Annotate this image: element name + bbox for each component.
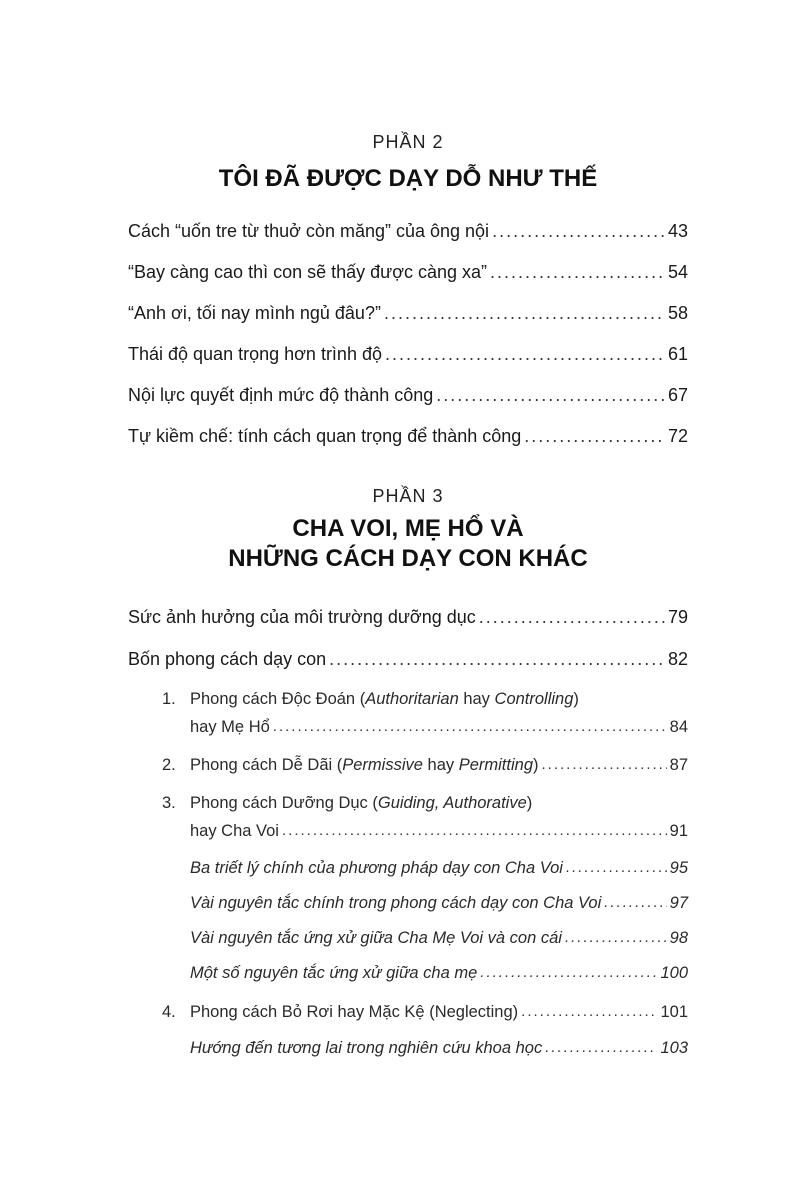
- leader-dots: [385, 343, 665, 365]
- toc-entry-style-2[interactable]: [162, 754, 688, 776]
- entry-page: 91: [669, 822, 688, 840]
- part2-label: PHẦN 2: [372, 132, 444, 152]
- part3-title-line1: CHA VOI, MẸ HỔ VÀ: [292, 515, 524, 542]
- toc-subentry[interactable]: [190, 857, 688, 879]
- leader-dots: [436, 384, 665, 406]
- entry-page: 97: [669, 894, 688, 912]
- toc-entry[interactable]: [128, 220, 688, 242]
- leader-dots: [604, 892, 666, 914]
- toc-entry-style-1-cont[interactable]: [190, 716, 688, 738]
- leader-dots: [521, 1001, 657, 1023]
- leader-dots: [329, 648, 665, 670]
- entry-title: hay Mẹ Hổ: [190, 718, 270, 736]
- leader-dots: [479, 606, 665, 628]
- toc-entry[interactable]: [128, 606, 688, 628]
- leader-dots: [492, 220, 665, 242]
- toc-entry[interactable]: [128, 343, 688, 365]
- part2-label-wrap: [128, 132, 688, 153]
- entry-page: 87: [669, 756, 688, 774]
- style-2-num: 2.: [162, 756, 176, 774]
- toc-entry[interactable]: [128, 261, 688, 283]
- leader-dots: [480, 962, 657, 984]
- toc-entry[interactable]: [128, 384, 688, 406]
- style-3-line1: 3. Phong cách Dưỡng Dục (Guiding, Authorative): [162, 794, 533, 812]
- toc-entry[interactable]: [128, 302, 688, 324]
- leader-dots: [566, 857, 667, 879]
- style-4-num: 4.: [162, 1003, 176, 1021]
- toc-entry-style-3-cont[interactable]: [190, 820, 688, 842]
- style-1-num: 1.: [162, 690, 176, 708]
- entry-title: 4. Phong cách Bỏ Rơi hay Mặc Kệ (Neglecting): [162, 1003, 519, 1021]
- part2-title-wrap: [128, 164, 688, 194]
- entry-page: 101: [660, 1003, 688, 1021]
- entry-page: 95: [669, 859, 688, 877]
- entry-title: Ba triết lý chính của phương pháp dạy con Cha Voi: [190, 859, 563, 877]
- style-3-num: 3.: [162, 794, 176, 812]
- entry-title: Nội lực quyết định mức độ thành công: [128, 385, 434, 405]
- entry-title: 2. Phong cách Dễ Dãi (Permissive hay Permitting): [162, 756, 539, 774]
- entry-page: 58: [667, 303, 688, 323]
- entry-page: 100: [660, 964, 688, 982]
- entry-title: hay Cha Voi: [190, 822, 279, 840]
- entry-title: Sức ảnh hưởng của môi trường dưỡng dục: [128, 607, 476, 627]
- part3-label: PHẦN 3: [372, 486, 444, 506]
- entry-title: Cách “uốn tre từ thuở còn măng” của ông nội: [128, 221, 490, 241]
- entry-title: Hướng đến tương lai trong nghiên cứu khoa học: [190, 1039, 543, 1057]
- toc-subentry[interactable]: [190, 892, 688, 914]
- leader-dots: [490, 261, 665, 283]
- entry-title: Thái độ quan trọng hơn trình độ: [128, 344, 382, 364]
- entry-page: 103: [660, 1039, 688, 1057]
- leader-dots: [565, 927, 667, 949]
- entry-page: 84: [669, 718, 688, 736]
- toc-entry-style-1[interactable]: [162, 688, 688, 710]
- toc-subentry[interactable]: [190, 962, 688, 984]
- leader-dots: [273, 716, 667, 738]
- part3-title-line2: NHỮNG CÁCH DẠY CON KHÁC: [228, 545, 588, 572]
- part3-title-wrap: [128, 514, 688, 574]
- style-1-line1: 1. Phong cách Độc Đoán (Authoritarian hay Controlling): [162, 690, 579, 708]
- part2-title: TÔI ĐÃ ĐƯỢC DẠY DỖ NHƯ THẾ: [218, 165, 598, 192]
- entry-page: 67: [667, 385, 688, 405]
- toc-entry-style-3[interactable]: [162, 792, 688, 814]
- entry-title: Vài nguyên tắc chính trong phong cách dạy con Cha Voi: [190, 894, 602, 912]
- entry-title: Vài nguyên tắc ứng xử giữa Cha Mẹ Voi và con cái: [190, 929, 562, 947]
- entry-title: “Bay càng cao thì con sẽ thấy được càng xa”: [128, 262, 488, 282]
- entry-page: 82: [667, 649, 688, 669]
- entry-page: 79: [667, 607, 688, 627]
- toc-entry[interactable]: [128, 648, 688, 670]
- entry-title: “Anh ơi, tối nay mình ngủ đâu?”: [128, 303, 381, 323]
- leader-dots: [542, 754, 667, 776]
- entry-page: 72: [667, 426, 688, 446]
- toc-entry-style-4[interactable]: [162, 1001, 688, 1023]
- leader-dots: [524, 425, 665, 447]
- entry-title: Một số nguyên tắc ứng xử giữa cha mẹ: [190, 964, 478, 982]
- entry-page: 98: [669, 929, 688, 947]
- toc-subentry[interactable]: [190, 927, 688, 949]
- leader-dots: [545, 1037, 657, 1059]
- entry-page: 54: [667, 262, 688, 282]
- toc-entry[interactable]: [128, 425, 688, 447]
- part3-label-wrap: [128, 486, 688, 507]
- leader-dots: [384, 302, 665, 324]
- entry-title: Bốn phong cách dạy con: [128, 649, 327, 669]
- leader-dots: [282, 820, 667, 842]
- entry-page: 61: [667, 344, 688, 364]
- entry-title: Tự kiềm chế: tính cách quan trọng để thành công: [128, 426, 522, 446]
- toc-subentry[interactable]: [190, 1037, 688, 1059]
- entry-page: 43: [667, 221, 688, 241]
